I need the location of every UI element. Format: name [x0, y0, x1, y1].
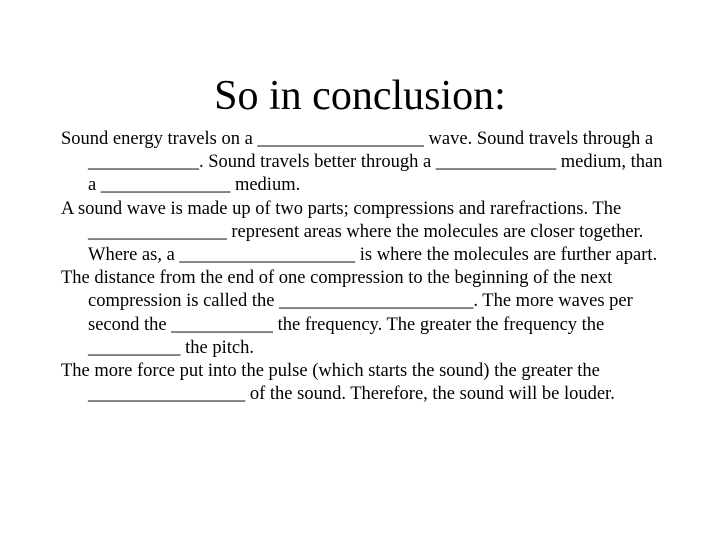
paragraph-compressions: A sound wave is made up of two parts; compressions and rarefractions. The _______________ represent areas where the molecules are closer together. Where as, a ___________________ is where the molecules are further apart. — [61, 198, 658, 266]
paragraph-force-amplitude: The more force put into the pulse (which starts the sound) the greater the _________________ of the sound. Therefore, the sound will be louder. — [61, 361, 615, 405]
paragraph-wavelength-frequency: The distance from the end of one compression to the beginning of the next compression is called the _____________________. The more waves per second the ___________ the frequency. The greater the frequency the __________ the pitch. — [61, 268, 633, 358]
slide-body — [61, 128, 671, 406]
paragraph-sound-energy: Sound energy travels on a __________________ wave. Sound travels through a ____________. Sound travels better through a _____________ medium, than a ______________ medium. — [61, 129, 663, 196]
slide-title: So in conclusion: — [214, 73, 506, 119]
